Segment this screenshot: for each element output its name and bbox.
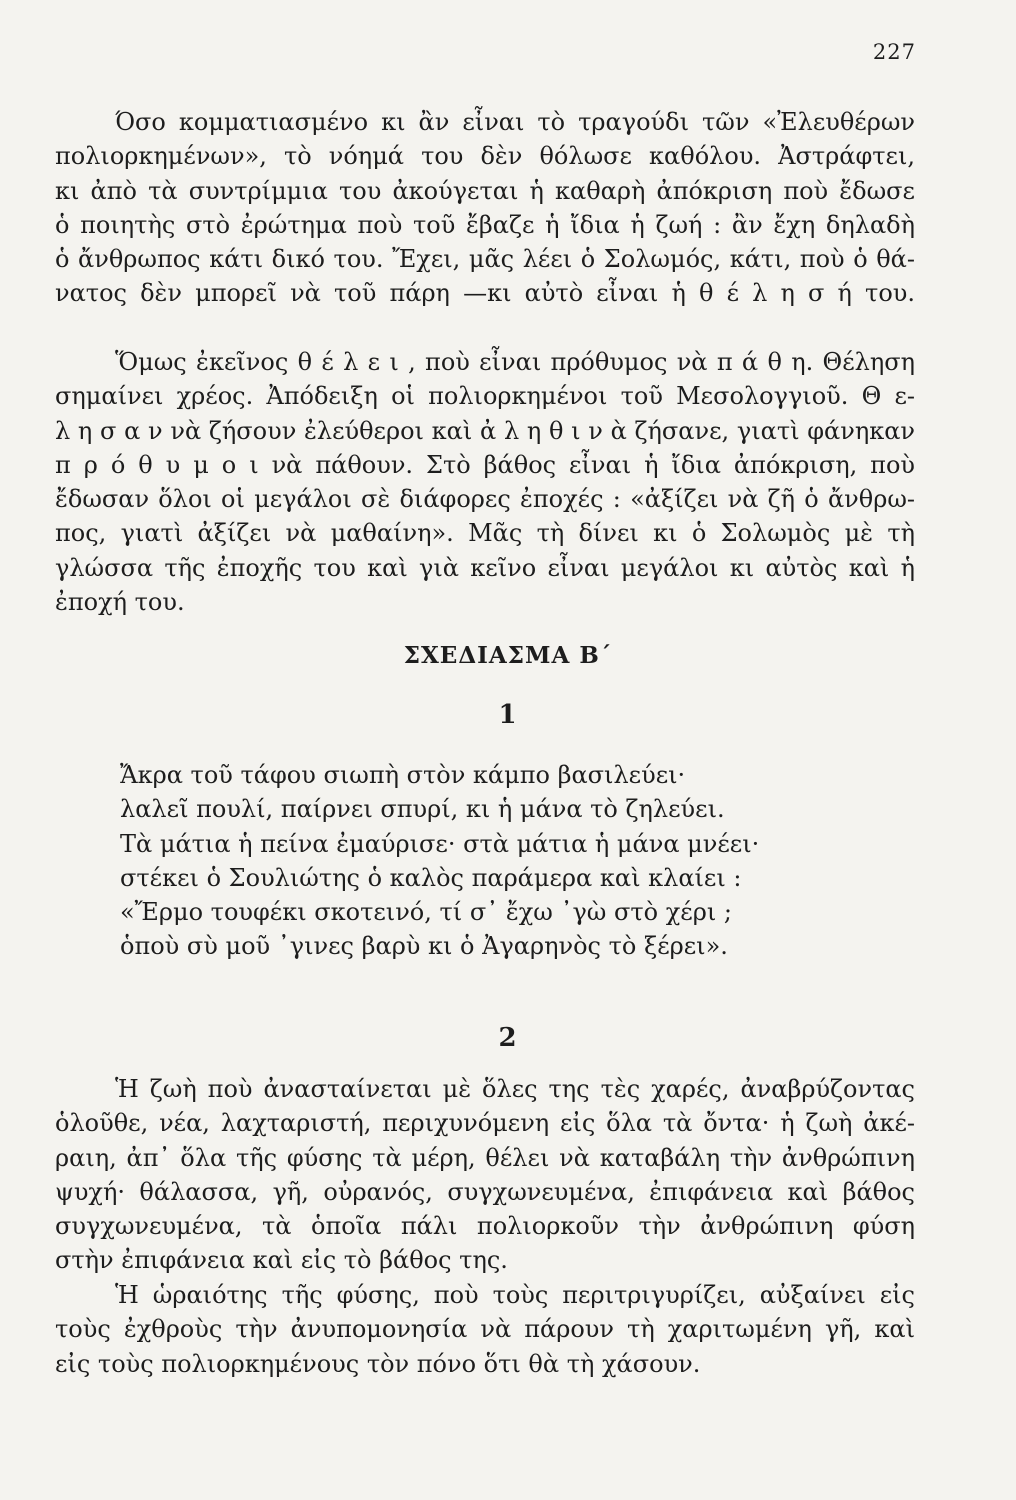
poem-line: στέκει ὁ Σουλιώτης ὁ καλὸς παράμερα καὶ κλαίει : [120,863,742,892]
text-line: λ η σ α ν νὰ ζήσουν ἐλεύθεροι καὶ ἀ λ η θ ι ν ὰ ζήσανε, γιατὶ φάνηκαν [55,416,915,445]
paragraph-3 [55,1072,915,1278]
text-line: στὴν ἐπιφάνεια καὶ εἰς τὸ βάθος της. [55,1246,508,1275]
text-line: τοὺς ἐχθροὺς τὴν ἀνυπομονησία νὰ πάρουν τὴ χαριτωμένη γῆ, καὶ [55,1315,915,1344]
text-line: συγχωνευμένα, τὰ ὁποῖα πάλι πολιορκοῦν τὴν ἀνθρώπινη φύση [55,1212,915,1241]
text-line: ἐποχή του. [55,588,185,617]
text-line: σημαίνει χρέος. Ἀπόδειξη οἱ πολιορκημένοι τοῦ Μεσολογγιοῦ. Θ ε- [55,382,915,411]
part-number-2: 2 [498,1023,518,1053]
text-line: κι ἀπὸ τὰ συντρίμμια του ἀκούγεται ἡ καθαρὴ ἀπόκριση ποὺ ἔδωσε [55,176,915,205]
paragraph-4 [55,1278,915,1381]
poem-line: ὁποὺ σὺ μοῦ ᾽γινες βαρὺ κι ὁ Ἀγαρηνὸς τὸ ξέρει». [120,932,728,961]
text-line: πολιορκημένων», τὸ νόημά του δὲν θόλωσε καθόλου. Ἀστράφτει, [55,142,915,171]
poem-line: Ἄκρα τοῦ τάφου σιωπὴ στὸν κάμπο βασιλεύει· [120,761,686,789]
text-line: πος, γιατὶ ἀξίζει νὰ μαθαίνη». Μᾶς τὴ δίνει κι ὁ Σολωμὸς μὲ τὴ [55,519,915,548]
text-line: ἔδωσαν ὅλοι οἱ μεγάλοι σὲ διάφορες ἐποχές : «ἀξίζει νὰ ζῆ ὁ ἄνθρω- [55,485,915,514]
text-line: ψυχή· θάλασσα, γῆ, οὐρανός, συγχωνευμένα, ἐπιφάνεια καὶ βάθος [55,1177,915,1206]
text-line: Ὅμως ἐκεῖνος θ έ λ ε ι , ποὺ εἶναι πρόθυμος νὰ π ά θ η. Θέληση [115,348,915,376]
text-line: π ρ ό θ υ μ ο ι νὰ πάθουν. Στὸ βάθος εἶναι ἡ ἴδια ἀπόκριση, ποὺ [55,450,915,479]
poem-line: λαλεῖ πουλί, παίρνει σπυρί, κι ἡ μάνα τὸ ζηλεύει. [120,795,725,824]
text-line: εἰς τοὺς πολιορκημένους τὸν πόνο ὅτι θὰ τὴ χάσουν. [55,1349,701,1378]
text-line: ὁ ἄνθρωπος κάτι δικό του. Ἔχει, μᾶς λέει ὁ Σολωμός, κάτι, ποὺ ὁ θά- [55,245,915,274]
text-line: Όσο κομματιασμένο κι ἂν εἶναι τὸ τραγούδι τῶν «Ἐλευθέρων [115,108,915,136]
part-number-1: 1 [498,700,518,730]
text-line: ραιη, ἀπ᾽ ὅλα τῆς φύσης τὰ μέρη, θέλει νὰ καταβάλη τὴν ἀνθρώπινη [55,1143,915,1172]
text-line: ὁ ποιητὴς στὸ ἐρώτημα ποὺ τοῦ ἔβαζε ἡ ἴδια ἡ ζωή : ἂν ἔχη δηλαδὴ [55,210,915,239]
poem-line: «Ἔρμο τουφέκι σκοτεινό, τί σ᾽ ἔχω ᾽γὼ στὸ χέρι ; [120,898,732,927]
page-number: 227 [872,40,916,64]
paragraph-1 [55,105,915,311]
text-line: γλώσσα τῆς ἐποχῆς του καὶ γιὰ κεῖνο εἶναι μεγάλοι κι αὐτὸς καὶ ἡ [55,553,915,582]
text-line: Ἡ ζωὴ ποὺ ἀνασταίνεται μὲ ὅλες της τὲς χαρές, ἀναβρύζοντας [115,1075,915,1103]
poem-stanza [120,758,759,964]
section-title: ΣΧΕΔΙΑΣΜΑ Β΄ [403,642,613,669]
poem-line: Τὰ μάτια ἡ πείνα ἐμαύρισε· στὰ μάτια ἡ μάνα μνέει· [120,829,760,858]
text-line: νατος δὲν μπορεῖ νὰ τοῦ πάρη —κι αὐτὸ εἶναι ἡ θ έ λ η σ ή του. [55,279,915,308]
paragraph-2 [55,345,915,619]
text-line: Ἡ ὡραιότης τῆς φύσης, ποὺ τοὺς περιτριγυρίζει, αὐξαίνει εἰς [115,1281,915,1309]
text-line: ὁλοῦθε, νέα, λαχταριστή, περιχυνόμενη εἰς ὅλα τὰ ὄντα· ἡ ζωὴ ἀκέ- [55,1109,915,1138]
